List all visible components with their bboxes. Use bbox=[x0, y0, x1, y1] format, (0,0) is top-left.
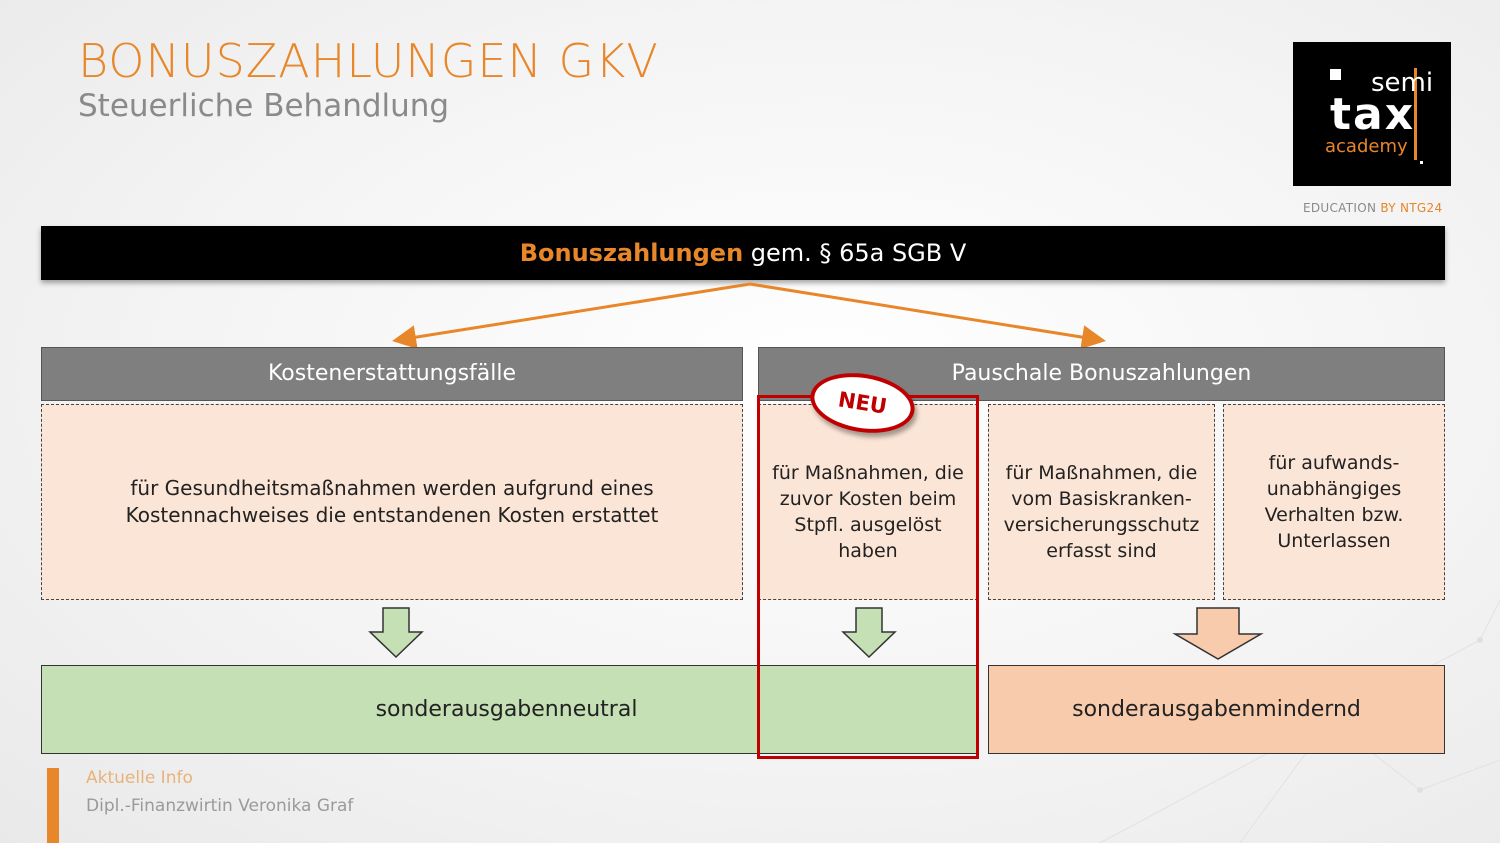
category-header-pauschal: Pauschale Bonuszahlungen bbox=[758, 347, 1445, 401]
box-aufwandsunabhaengig-text: für aufwands-unabhängiges Verhalten bzw. Unterlassen bbox=[1264, 452, 1404, 552]
page-title: BONUSZAHLUNGEN GKV bbox=[78, 34, 659, 88]
box-kostenerstattung-text: für Gesundheitsmaßnahmen werden aufgrund eines Kostennachweises die entstandenen Kosten erstattet bbox=[125, 476, 659, 527]
logo-semi-text: semi bbox=[1371, 68, 1434, 98]
footer-info: Aktuelle Info bbox=[86, 768, 193, 788]
logo-tax-text: tax bbox=[1330, 89, 1416, 140]
education-prefix: EDUCATION bbox=[1303, 201, 1377, 215]
new-highlight-frame bbox=[757, 395, 979, 759]
top-bar-rest: gem. § 65a SGB V bbox=[750, 239, 967, 267]
result-neutral-text: sonderausgabenneutral bbox=[375, 697, 638, 722]
result-mindernd-text: sonderausgabenmindernd bbox=[1072, 697, 1361, 722]
logo-academy-text: academy bbox=[1325, 136, 1408, 157]
box-massnahmen-kosten-text: für Maßnahmen, die zuvor Kosten beim Stpfl. ausgelöst haben bbox=[772, 462, 964, 562]
new-badge-text: NEU bbox=[836, 387, 889, 419]
result-sonderausgabenmindernd bbox=[988, 665, 1445, 754]
category-header-kostenerstattung: Kostenerstattungsfälle bbox=[41, 347, 743, 401]
footer-author: Dipl.-Finanzwirtin Veronika Graf bbox=[86, 796, 354, 816]
page-subtitle: Steuerliche Behandlung bbox=[78, 88, 450, 124]
arrow-down-orange bbox=[1175, 608, 1261, 659]
education-by: BY NTG24 bbox=[1380, 201, 1443, 215]
box-basiskranken-text: für Maßnahmen, die vom Basiskranken-versicherungsschutz erfasst sind bbox=[1003, 462, 1200, 562]
arrow-down-green-left bbox=[370, 608, 422, 657]
top-bar-bold: Bonuszahlungen bbox=[519, 239, 744, 267]
footer-accent-bar bbox=[47, 768, 59, 843]
